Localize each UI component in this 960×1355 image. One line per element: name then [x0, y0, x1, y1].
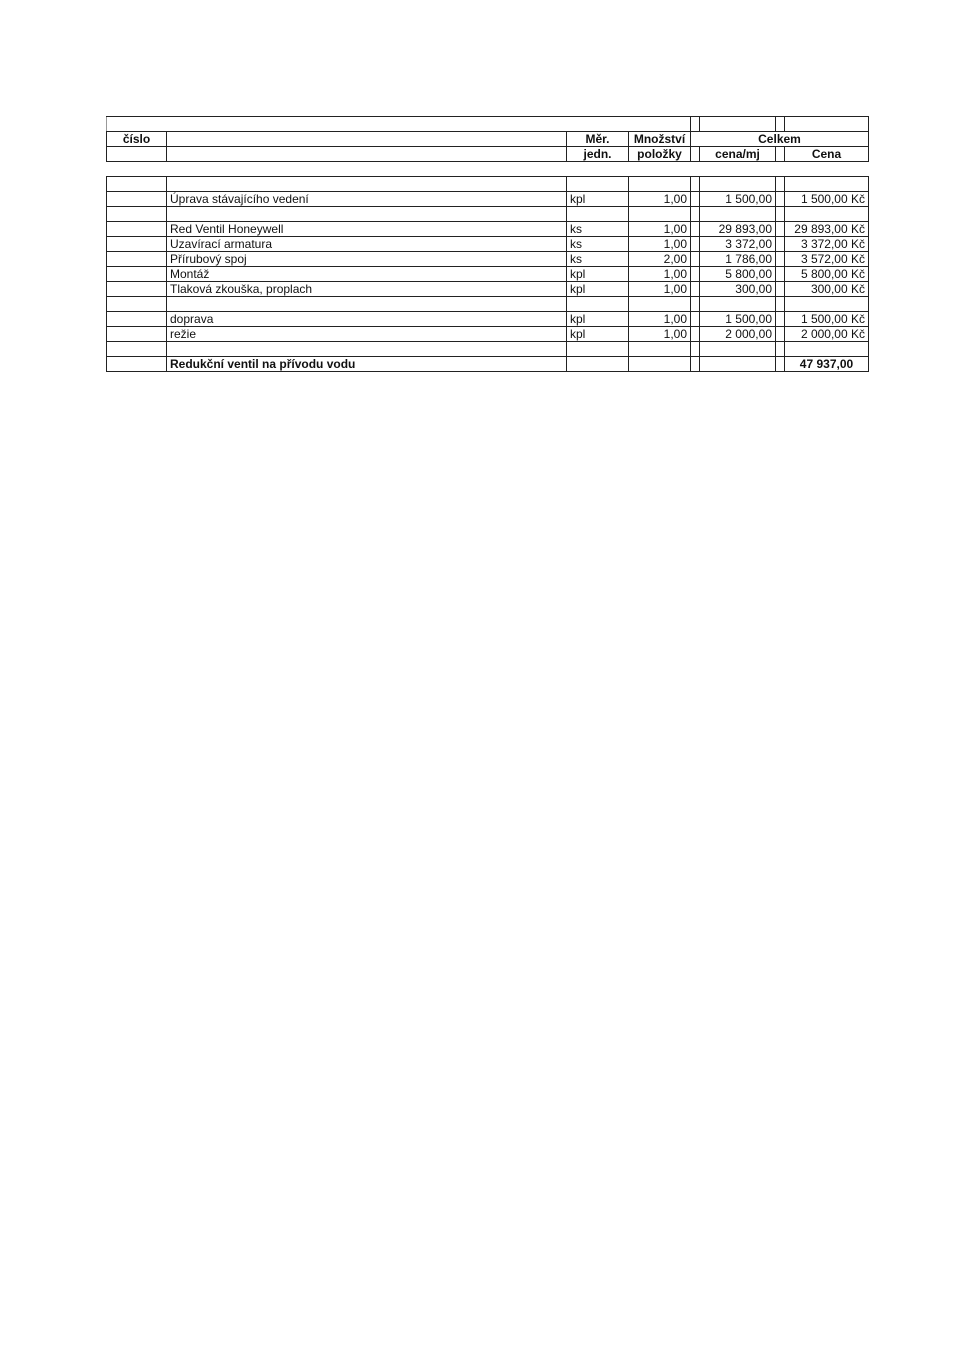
table-row: [107, 282, 869, 297]
item-qty: 1,00: [629, 192, 691, 207]
item-unit: kpl: [567, 192, 629, 207]
table-row: [107, 222, 869, 237]
header-row-2: [107, 147, 869, 162]
item-unit-price: 1 500,00: [700, 192, 776, 207]
item-unit: kpl: [567, 282, 629, 297]
item-qty: 1,00: [629, 282, 691, 297]
item-qty: 1,00: [629, 327, 691, 342]
table-row: [107, 237, 869, 252]
header-polozky: položky: [629, 147, 691, 162]
item-unit: ks: [567, 237, 629, 252]
summary-label: Redukční ventil na přívodu vodu: [167, 357, 567, 372]
item-unit-price: 300,00: [700, 282, 776, 297]
item-qty: 2,00: [629, 252, 691, 267]
item-unit: kpl: [567, 327, 629, 342]
item-total: 3 572,00 Kč: [785, 252, 869, 267]
item-unit: ks: [567, 252, 629, 267]
header-cena: Cena: [785, 147, 869, 162]
summary-total: 47 937,00: [785, 357, 869, 372]
item-name: Přírubový spoj: [167, 252, 567, 267]
table-row: [107, 252, 869, 267]
item-name: Tlaková zkouška, proplach: [167, 282, 567, 297]
item-qty: 1,00: [629, 267, 691, 282]
header-jedn: jedn.: [567, 147, 629, 162]
header-mer: Měr.: [567, 132, 629, 147]
item-name: Úprava stávajícího vedení: [167, 192, 567, 207]
item-unit: kpl: [567, 267, 629, 282]
header-table: [106, 116, 869, 162]
summary-row: [107, 357, 869, 372]
item-total: 29 893,00 Kč: [785, 222, 869, 237]
item-total: 1 500,00 Kč: [785, 192, 869, 207]
header-row-1: [107, 132, 869, 147]
item-name: Montáž: [167, 267, 567, 282]
items-table: [106, 176, 869, 372]
table-row: [107, 192, 869, 207]
item-total: 5 800,00 Kč: [785, 267, 869, 282]
item-name: režie: [167, 327, 567, 342]
item-unit-price: 29 893,00: [700, 222, 776, 237]
table-row: [107, 267, 869, 282]
item-name: doprava: [167, 312, 567, 327]
item-qty: 1,00: [629, 222, 691, 237]
item-unit: ks: [567, 222, 629, 237]
header-mnozstvi: Množství: [629, 132, 691, 147]
item-qty: 1,00: [629, 312, 691, 327]
header-celkem: Celkem: [691, 132, 869, 147]
item-unit-price: 3 372,00: [700, 237, 776, 252]
item-unit-price: 1 786,00: [700, 252, 776, 267]
header-blank: [167, 132, 567, 147]
item-unit-price: 2 000,00: [700, 327, 776, 342]
table-row: [107, 312, 869, 327]
header-cena-mj: cena/mj: [700, 147, 776, 162]
item-total: 1 500,00 Kč: [785, 312, 869, 327]
item-unit-price: 5 800,00: [700, 267, 776, 282]
header-cislo: číslo: [107, 132, 167, 147]
item-name: Red Ventil Honeywell: [167, 222, 567, 237]
item-unit-price: 1 500,00: [700, 312, 776, 327]
item-qty: 1,00: [629, 237, 691, 252]
item-name: Uzavírací armatura: [167, 237, 567, 252]
item-total: 300,00 Kč: [785, 282, 869, 297]
item-total: 2 000,00 Kč: [785, 327, 869, 342]
item-total: 3 372,00 Kč: [785, 237, 869, 252]
item-unit: kpl: [567, 312, 629, 327]
table-row: [107, 327, 869, 342]
header-top-strip: [107, 117, 869, 132]
